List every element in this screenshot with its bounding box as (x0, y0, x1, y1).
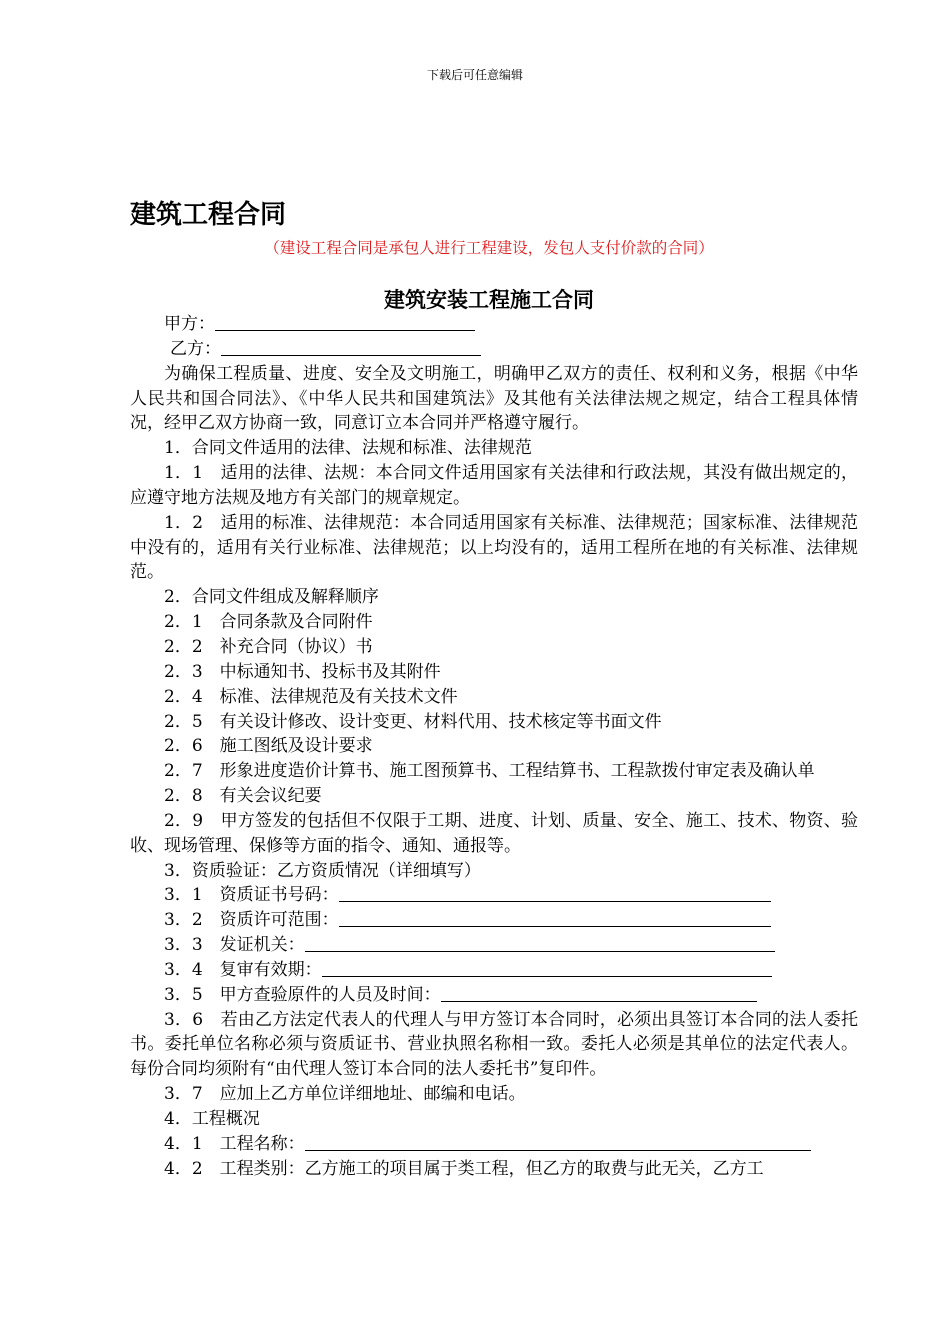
clause-2-8: 2．8 有关会议纪要 (164, 786, 322, 807)
intro-paragraph: 为确保工程质量、进度、安全及文明施工，明确甲乙双方的责任、权利和义务，根据《中华人民共和国合同法》、《中华人民共和国建筑法》及其他有关法律法规之规定，结合工程具体情况，经甲乙双方协商一致，同意订立本合同并严格遵守履行。 (130, 363, 858, 434)
section-3-heading: 3．资质验证：乙方资质情况（详细填写） (164, 860, 481, 881)
cert-number-blank (339, 885, 771, 902)
issuing-authority-blank (305, 935, 775, 952)
clause-2-6: 2．6 施工图纸及设计要求 (164, 736, 373, 757)
party-b-label: 乙方： (170, 338, 221, 359)
party-b-line (130, 337, 858, 362)
clause-3-7: 3．7 应加上乙方单位详细地址、邮编和电话。 (164, 1084, 526, 1105)
section-2-heading: 2．合同文件组成及解释顺序 (164, 587, 379, 608)
inspector-blank (441, 985, 757, 1002)
clause-2-1: 2．1 合同条款及合同附件 (164, 612, 373, 633)
clause-3-2 (130, 908, 858, 933)
clause-2-4: 2．4 标准、法律规范及有关技术文件 (164, 686, 458, 707)
subtitle: （建设工程合同是承包人进行工程建设，发包人支付价款的合同） (264, 239, 714, 257)
contract-title: 建筑安装工程施工合同 (384, 288, 594, 312)
project-name-blank (305, 1134, 811, 1151)
clause-1-2: 1．2 适用的标准、法律规范：本合同适用国家有关标准、法律规范；国家标准、法律规范中没有的，适用有关行业标准、法律规范；以上均没有的，适用工程所在地的有关标准、法律规范。 (130, 512, 858, 583)
license-scope-blank (339, 910, 771, 927)
clause-2-9: 2．9 甲方签发的包括但不仅限于工期、进度、计划、质量、安全、施工、技术、物资、验收、现场管理、保修等方面的指令、通知、通报等。 (130, 810, 858, 856)
clause-3-4-label: 3．4 复审有效期： (164, 959, 322, 980)
clause-3-3 (130, 933, 858, 958)
section-4-heading: 4．工程概况 (164, 1109, 260, 1129)
party-a-line (130, 312, 858, 337)
party-b-blank (221, 339, 481, 356)
party-a-label: 甲方： (164, 314, 215, 334)
clause-3-4 (130, 958, 858, 983)
clause-2-7: 2．7 形象进度造价计算书、施工图预算书、工程结算书、工程款拨付审定表及确认单 (164, 761, 815, 782)
clause-2-3: 2．3 中标通知书、投标书及其附件 (164, 661, 441, 682)
clause-3-5-label: 3．5 甲方查验原件的人员及时间： (164, 984, 441, 1005)
contract-body (130, 312, 858, 1182)
clause-1-1: 1．1 适用的法律、法规：本合同文件适用国家有关法律和行政法规，其没有做出规定的，应遵守地方法规及地方有关部门的规章规定。 (130, 463, 858, 508)
clause-3-6: 3．6 若由乙方法定代表人的代理人与甲方签订本合同时，必须出具签订本合同的法人委托书。委托单位名称必须与资质证书、营业执照名称相一致。委托人必须是其单位的法定代表人。每份合同均须附有“由代理人签订本合同的法人委托书”复印件。 (130, 1009, 858, 1080)
clause-2-2: 2．2 补充合同（协议）书 (164, 636, 373, 657)
section-1-heading: 1．合同文件适用的法律、法规和标准、法律规范 (164, 438, 532, 459)
clause-3-5 (130, 983, 858, 1008)
party-a-blank (215, 314, 475, 331)
clause-2-5: 2．5 有关设计修改、设计变更、材料代用、技术核定等书面文件 (164, 711, 662, 732)
clause-3-2-label: 3．2 资质许可范围： (164, 910, 339, 931)
clause-3-1-label: 3．1 资质证书号码： (164, 885, 339, 906)
clause-4-2: 4．2 工程类别：乙方施工的项目属于类工程，但乙方的取费与此无关，乙方工 (164, 1158, 764, 1179)
clause-4-1 (130, 1132, 858, 1157)
page-header-note: 下载后可任意编辑 (426, 68, 523, 82)
clause-4-1-label: 4．1 工程名称： (164, 1133, 305, 1154)
review-validity-blank (322, 960, 772, 977)
clause-3-1 (130, 883, 858, 908)
clause-3-3-label: 3．3 发证机关： (164, 935, 305, 956)
main-title: 建筑工程合同 (130, 200, 287, 230)
